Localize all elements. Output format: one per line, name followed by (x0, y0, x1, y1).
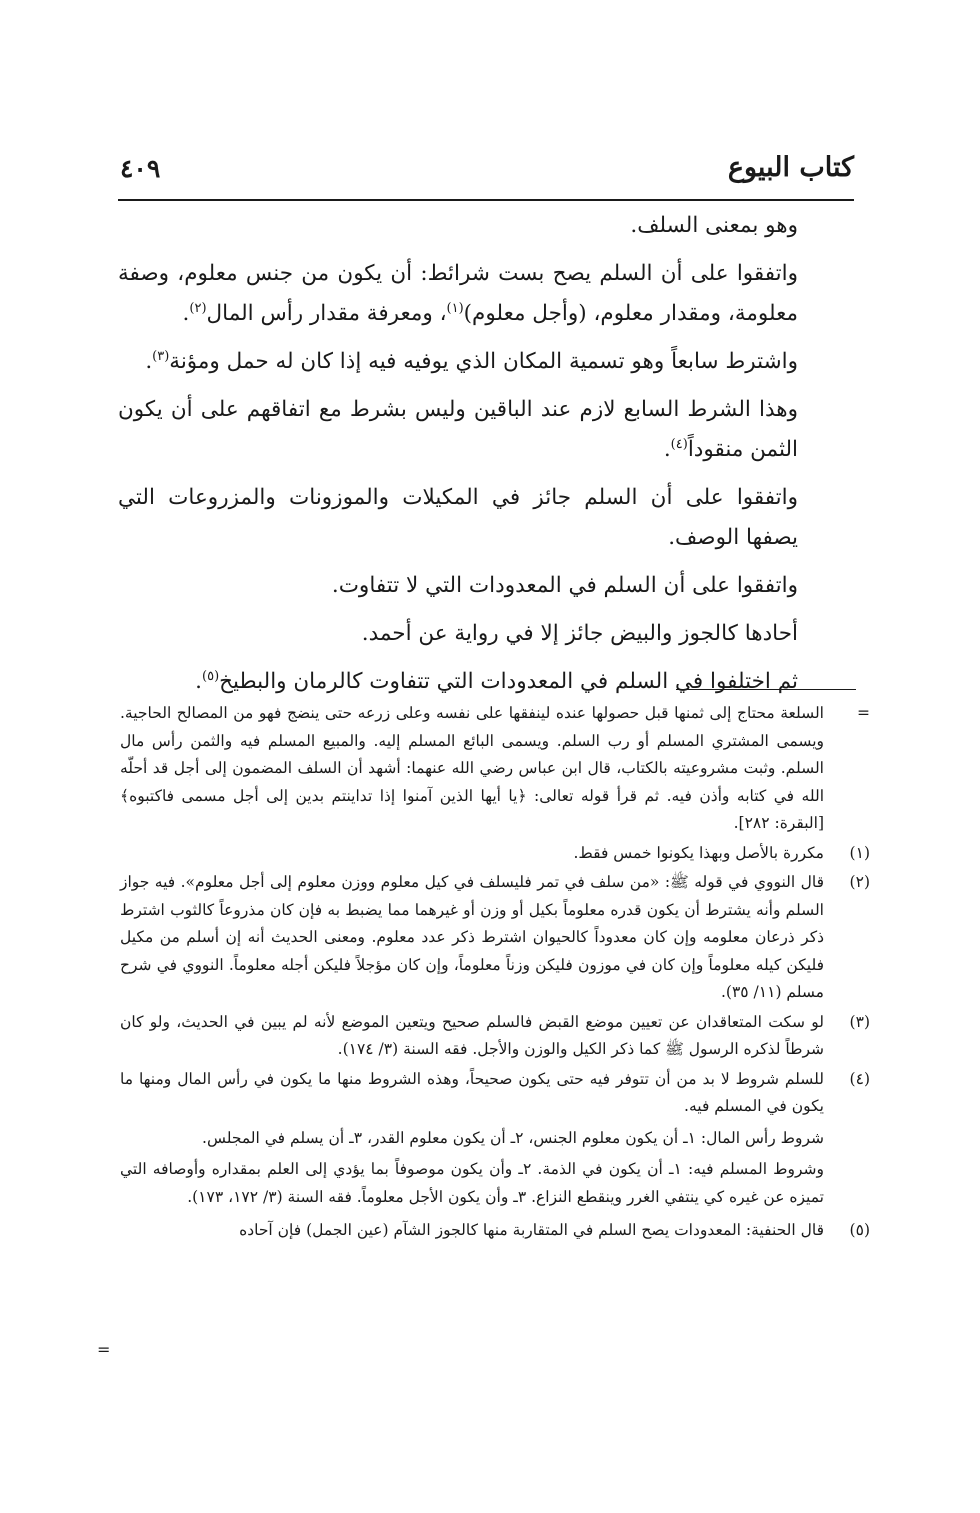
main-text (118, 206, 854, 710)
footnote-text: قال النووي في قوله ﷺ: «من سلف في تمر فليسلف في كيل معلوم ووزن معلوم إلى أجل معلوم». فيه جواز السلم وأنه يشترط أن يكون قدره معلوماً بكيل أو وزن أو غيرهما مما يضبط به فإن كان مذروعاً كالثوب اشترط ذكر ذرعان معلومه وإن كان معدوداً كالحيوان اشترط ذكر عدد معلوم. ومعنى الحديث أنه إن أسلم من مكيل فليكن كيله معلوماً وإن كان في موزون فليكن وزناً معلوماً، وإن كان مؤجلاً فليكن أجله معلوماً. النووي في شرح مسلم (١١/ ٣٥). (120, 873, 824, 1001)
footnote-5 (110, 1217, 870, 1245)
continuation-mark: = (97, 1340, 111, 1359)
page-header (118, 152, 854, 196)
footnote-ref-5[interactable]: (٥) (202, 668, 220, 684)
footnotes (110, 700, 870, 1247)
footnote-ref-3[interactable]: (٣) (152, 348, 170, 364)
paragraph-7: أحادها كالجوز والبيض جائز إلا في رواية عن أحمد. (361, 621, 798, 646)
footnote-4-para-3: وشروط المسلم فيه: ١ـ أن يكون في الذمة. ٢ـ وأن يكون موصوفاً بما يؤدي إلى العلم بمقداره وأوصافه التي تميزه عن غيره كي ينتفي الغرر وينقطع النزاع. ٣ـ وأن يكون الأجل معلوماً. فقه السنة (٣/ ١٧٢، ١٧٣). (120, 1160, 824, 1206)
footnote-number: (٣) (849, 1012, 870, 1031)
footnote-number: = (857, 704, 870, 722)
paragraph-6: واتفقوا على أن السلم في المعدودات التي لا تتفاوت. (331, 573, 798, 598)
paragraph-1: وهو بمعنى السلف. (630, 213, 798, 238)
footnote-1 (110, 840, 870, 868)
footnote-number: (٢) (849, 873, 870, 891)
footnote-4-para-2: شروط رأس المال: ١ـ أن يكون معلوم الجنس، ٢ـ أن يكون معلوم القدر، ٣ـ أن يسلم في المجلس. (202, 1128, 824, 1147)
page-number: ٤٠٩ (120, 154, 161, 183)
running-title: كتاب البيوع (727, 152, 854, 183)
paragraph-3: واشترط سابعاً وهو تسمية المكان الذي يوفيه فيه إذا كان له حمل ومؤنة$^{(٣)}$. (145, 348, 798, 374)
footnote-ref-4[interactable]: (٤) (670, 436, 688, 452)
footnote-2 (110, 869, 870, 1007)
footnote-3 (110, 1009, 870, 1064)
footnote-text (110, 1066, 824, 1216)
footnote-separator (676, 689, 856, 690)
footnote-text: مكررة بالأصل وبهذا يكونوا خمس فقط. (573, 843, 824, 862)
footnote-text: قال الحنفية: المعدودات يصح السلم في المتقاربة منها كالجوز الشآم (عين الجمل) فإن آحاده (239, 1221, 824, 1239)
paragraph-2: واتفقوا على أن السلم يصح بست شرائط: أن يكون من جنس معلوم، وصفة معلومة، ومقدار معلوم، (وأجل معلوم)$^{(١)}$، ومعرفة مقدار رأس المال$^{(٢)}$. (118, 261, 798, 326)
footnote-text: السلعة محتاج إلى ثمنها قبل حصولها عنده لينفقها على نفسه وعلى زرعه حتى ينضج فهو من المصالح الحاجية. ويسمى المشتري المسلم أو رب السلم. ويسمى البائع المسلم إليه. والمبيع المسلم فيه والثمن رأس مال السلم. وثبت مشروعيته بالكتاب، قال ابن عباس رضي الله عنهما: أشهد أن السلف المضمون إلى أجل قد أحلّه الله في كتابه وأذن فيه. ثم قرأ قوله تعالى: ﴿يا أيها الذين آمنوا إذا تداينتم بدين إلى أجل مسمى فاكتبوه﴾ [البقرة: ٢٨٢]. (120, 704, 824, 832)
footnote-4-para-1: للسلم شروط لا بد من أن تتوفر فيه حتى يكون صحيحاً، وهذه الشروط منها ما يكون في رأس المال ومنها ما يكون في المسلم فيه. (120, 1069, 824, 1115)
header-rule (118, 199, 854, 201)
footnote-number: (٥) (849, 1221, 870, 1239)
footnote-continuation (110, 700, 870, 838)
paragraph-5: واتفقوا على أن السلم جائز في المكيلات والموزونات والمزروعات التي يصفها الوصف. (118, 485, 798, 550)
footnote-ref-2[interactable]: (٢) (189, 300, 207, 316)
footnote-text: لو سكت المتعاقدان عن تعيين موضع القبض فالسلم صحيح ويتعين الموضع لأنه لم يبين في الحديث، ولو كان شرطاً لذكره الرسول ﷺ كما ذكر الكيل والوزن والأجل. فقه السنة (٣/ ١٧٤). (120, 1012, 824, 1058)
footnote-4 (110, 1066, 870, 1216)
paragraph-8: ثم اختلفوا في السلم في المعدودات التي تتفاوت كالرمان والبطيخ$^{(٥)}$. (195, 668, 798, 694)
footnote-number: (١) (849, 843, 870, 862)
footnote-ref-1[interactable]: (١) (446, 300, 464, 316)
footnote-number: (٤) (849, 1069, 870, 1088)
paragraph-4: وهذا الشرط السابع لازم عند الباقين وليس بشرط مع اتفاقهم على أن يكون الثمن منقوداً$^{(٤)}$. (118, 397, 798, 462)
